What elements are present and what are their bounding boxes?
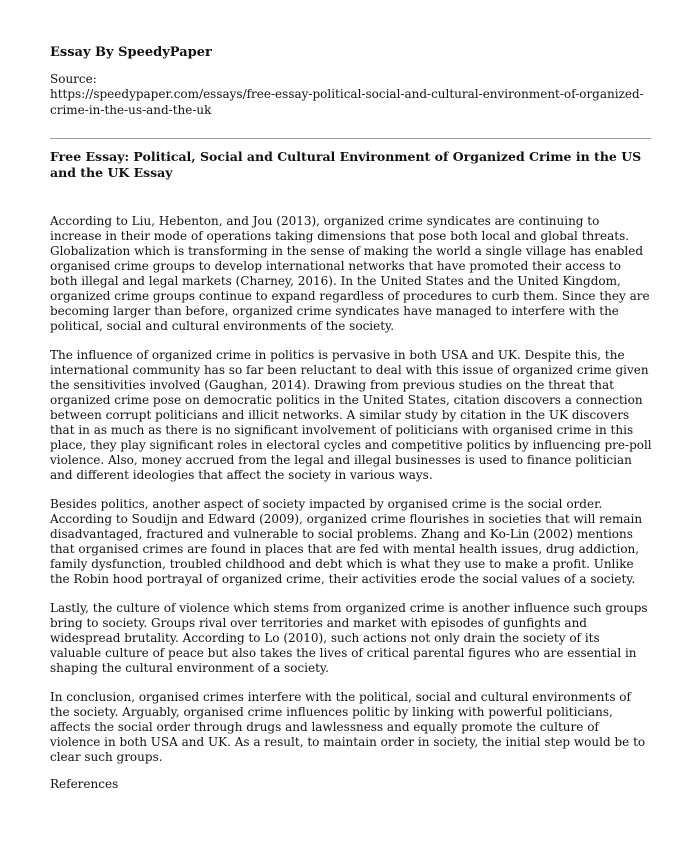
essay-body [50,214,652,779]
references-heading: References [50,777,119,791]
source-label: Source: [50,72,97,86]
essay-paragraph: In conclusion, organised crimes interfere with the political, social and cultural environments of the society. Arguably, organised crime influences politic by linking with powerful politicians, affects the social order through drugs and lawlessness and equally promote the culture of violence in both USA and UK. As a result, to maintain order in society, the initial step would be to clear such groups. [50,690,646,764]
header-divider [50,138,651,139]
essay-paragraph: Lastly, the culture of violence which stems from organized crime is another influence such groups bring to society. Groups rival over territories and market with episodes of gunfights and widespread brutality. According to Lo (2010), such actions not only drain the society of its valuable culture of peace but also takes the lives of critical parental figures who are essential in shaping the cultural environment of a society. [50,601,648,675]
document-header-title: Essay By SpeedyPaper [50,45,212,60]
essay-paragraph: According to Liu, Hebenton, and Jou (2013), organized crime syndicates are continuing to increase in their mode of operations taking dimensions that pose both local and global threats. Globalization which is transforming in the sense of making the world a single village has enabled organised crime groups to develop international networks that have promoted their access to both illegal and legal markets (Charney, 2016). In the United States and the United Kingdom, organized crime groups continue to expand regardless of procedures to curb them. Since they are becoming larger than before, organized crime syndicates have managed to interfere with the political, social and cultural environments of the society. [50,214,650,333]
essay-title: Free Essay: Political, Social and Cultural Environment of Organized Crime in the US and the UK Essay [50,149,642,180]
essay-paragraph: Besides politics, another aspect of society impacted by organised crime is the social order. According to Soudijn and Edward (2009), organized crime flourishes in societies that will remain disadvantaged, fractured and vulnerable to social problems. Zhang and Ko-Lin (2002) mentions that organised crimes are found in places that are fed with mental health issues, drug addiction, family dysfunction, troubled childhood and debt which is what they use to make a profit. Unlike the Robin hood portrayal of organized crime, their activities erode the social values of a society. [50,497,643,586]
essay-paragraph: The influence of organized crime in politics is pervasive in both USA and UK. Despite this, the international community has so far been reluctant to deal with this issue of organized crime given the sensitivities involved (Gaughan, 2014). Drawing from previous studies on the threat that organized crime pose on democratic politics in the United States, citation discovers a connection between corrupt politicians and illicit networks. A similar study by citation in the UK discovers that in as much as there is no significant involvement of politicians with organised crime in this place, they play significant roles in electoral cycles and competitive politics by influencing pre-poll violence. Also, money accrued from the legal and illegal businesses is used to finance politician and different ideologies that affect the society in various ways. [50,348,652,482]
source-url-link[interactable]: https://speedypaper.com/essays/free-essay-political-social-and-cultural-environment-of-organized-crime-in-the-us-and-the-uk [50,87,644,117]
